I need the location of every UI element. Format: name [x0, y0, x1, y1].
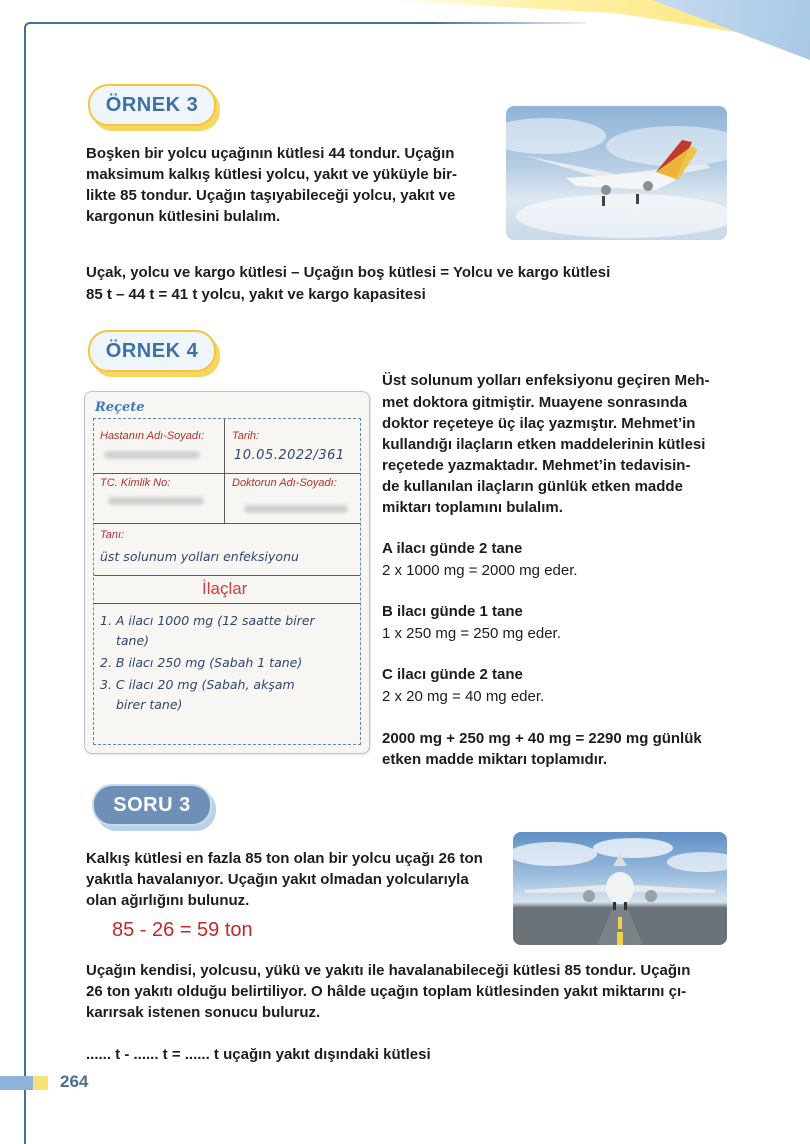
question3-explanation-line: 26 ton yakıtı olduğu belirtiliyor. O hâlde uçağın toplam kütlesinden yakıt miktarını çı- — [86, 983, 687, 1000]
question3-problem-line: Kalkış kütlesi en fazla 85 ton olan bir yolcu uçağı 26 ton — [86, 850, 483, 867]
date-label: Tarih: — [232, 430, 260, 442]
drug-a-calc: 2 x 1000 mg = 2000 mg eder. — [382, 562, 578, 579]
question3-fill-line: ...... t - ...... t = ...... t uçağın yakıt dışındaki kütlesi — [86, 1046, 431, 1063]
drug-b-title: B ilacı günde 1 tane — [382, 603, 523, 620]
question3-problem-line: olan ağırlığını bulunuz. — [86, 892, 250, 909]
example3-problem-line: Boşken bir yolcu uçağının kütlesi 44 tondur. Uçağın — [86, 145, 455, 162]
prescription-title: Reçete — [95, 400, 145, 415]
question3-answer: 85 - 26 = 59 ton — [112, 919, 253, 941]
page-bar-yellow — [33, 1076, 48, 1090]
prescription-divider — [94, 603, 360, 604]
diagnosis-label: Tanı: — [100, 529, 125, 541]
example4-badge-label: ÖRNEK 4 — [105, 339, 199, 362]
example4-intro-line: kullandığı ilaçların etken maddelerinin kütlesi — [382, 436, 706, 453]
doctor-name-redacted — [244, 505, 348, 513]
tc-id-redacted — [108, 497, 204, 505]
example4-intro-line: de kullanılan ilaçların günlük etken madde — [382, 478, 683, 495]
drug-line: 1. A ilacı 1000 mg (12 saatte birer — [100, 613, 315, 628]
question3-badge — [92, 784, 212, 826]
example4-intro-line: doktor reçeteye üç ilaç yazmıştır. Mehmet’in — [382, 415, 696, 432]
prescription-card — [84, 391, 370, 754]
question3-explanation-line: Uçağın kendisi, yolcusu, yükü ve yakıtı ile havalanabileceği kütlesi 85 tondur. Uçağın — [86, 962, 691, 979]
example4-intro-line: Üst solunum yolları enfeksiyonu geçiren Meh- — [382, 372, 710, 389]
page-frame-fade — [24, 22, 604, 26]
example3-problem-line: maksimum kalkış kütlesi yolcu, yakıt ve yüküyle bir- — [86, 166, 458, 183]
example3-badge — [88, 84, 216, 126]
page-bar-blue — [0, 1076, 33, 1090]
patient-name-label: Hastanın Adı-Soyadı: — [100, 430, 205, 442]
drug-b-calc: 1 x 250 mg = 250 mg eder. — [382, 625, 561, 642]
runway-airplane-illustration — [513, 832, 727, 945]
example3-problem-line: likte 85 tondur. Uçağın taşıyabileceği yolcu, yakıt ve — [86, 187, 456, 204]
example3-solution-line: Uçak, yolcu ve kargo kütlesi – Uçağın boş kütlesi = Yolcu ve kargo kütlesi — [86, 264, 611, 281]
example4-intro-line: met doktora gitmiştir. Muayene sonrasında — [382, 394, 688, 411]
example3-problem-line: kargonun kütlesini bulalım. — [86, 208, 281, 225]
prescription-divider — [94, 575, 360, 576]
drug-line: tane) — [116, 633, 150, 648]
example4-intro-line: miktarı toplamını bulalım. — [382, 499, 563, 516]
airplane-in-sky-photo — [506, 106, 727, 240]
date-value: 10.05.2022/361 — [234, 448, 345, 463]
example4-intro-line: reçetede yazmaktadır. Mehmet’in tedavisin- — [382, 457, 691, 474]
doctor-name-label: Doktorun Adı-Soyadı: — [232, 477, 337, 489]
question3-explanation-line: karırsak istenen sonucu buluruz. — [86, 1004, 321, 1021]
example4-badge — [88, 330, 216, 372]
example3-solution-line: 85 t – 44 t = 41 t yolcu, yakıt ve kargo kapasitesi — [86, 286, 426, 303]
total-line: 2000 mg + 250 mg + 40 mg = 2290 mg günlük — [382, 730, 702, 747]
prescription-form — [93, 418, 361, 745]
drug-line: 3. C ilacı 20 mg (Sabah, akşam — [100, 677, 295, 692]
drug-line: birer tane) — [116, 697, 183, 712]
drug-c-calc: 2 x 20 mg = 40 mg eder. — [382, 688, 545, 705]
prescription-divider — [94, 523, 360, 524]
airplane-on-runway-photo — [513, 832, 727, 945]
patient-name-redacted — [104, 451, 200, 459]
question3-badge-label: SORU 3 — [113, 793, 191, 816]
tc-id-label: TC. Kimlik No: — [100, 477, 171, 489]
total-line: etken madde miktarı toplamıdır. — [382, 751, 608, 768]
airplane-illustration — [506, 106, 727, 240]
drug-line: 2. B ilacı 250 mg (Sabah 1 tane) — [100, 655, 303, 670]
drugs-heading: İlaçlar — [202, 579, 248, 598]
prescription-divider — [94, 473, 360, 474]
diagnosis-value: üst solunum yolları enfeksiyonu — [100, 549, 299, 564]
page-number: 264 — [60, 1072, 89, 1091]
question3-problem-line: yakıtla havalanıyor. Uçağın yakıt olmadan yolcularıyla — [86, 871, 469, 888]
drug-a-title: A ilacı günde 2 tane — [382, 540, 523, 557]
example3-badge-label: ÖRNEK 3 — [105, 93, 199, 116]
drug-c-title: C ilacı günde 2 tane — [382, 666, 523, 683]
prescription-divider — [224, 419, 225, 523]
